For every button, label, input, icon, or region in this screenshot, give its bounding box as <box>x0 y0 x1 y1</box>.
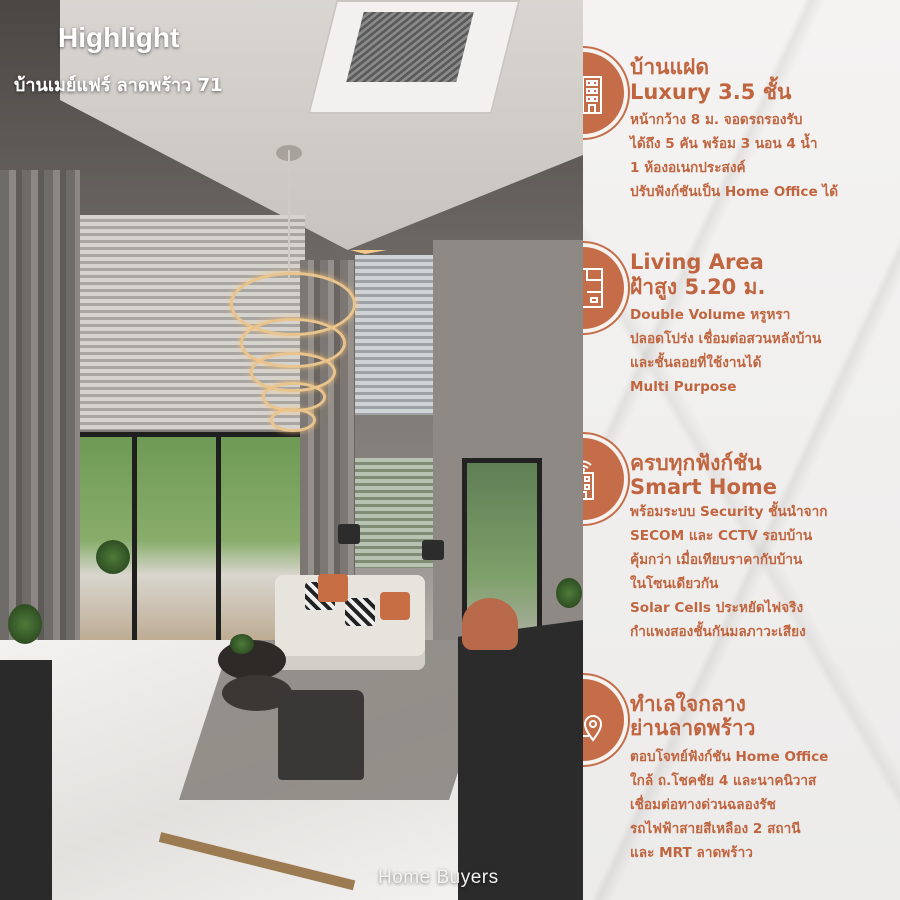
feature-line: SECOM และ CCTV รอบบ้าน <box>630 528 813 544</box>
photo-lamp <box>422 540 444 560</box>
photo-pillow <box>318 574 348 602</box>
photo-window-blinds-right <box>355 255 433 415</box>
townhouse-building-icon <box>583 48 628 138</box>
feature-title: ฝ้าสูง 5.20 ม. <box>630 275 766 299</box>
photo-armchair <box>278 690 364 780</box>
photo-pillow <box>345 598 375 626</box>
feature-title: ย่านลาดพร้าว <box>630 716 756 740</box>
photo-chandelier-ring <box>270 408 316 432</box>
photo-door-frame <box>216 432 221 672</box>
feature-description <box>630 108 838 204</box>
feature-line: หน้ากว้าง 8 ม. จอดรถรองรับ <box>630 112 803 128</box>
feature-description <box>630 303 821 399</box>
feature-title: Luxury 3.5 ชั้น <box>630 80 792 104</box>
feature-line: 1 ห้องอเนกประสงค์ <box>630 160 746 176</box>
brand-logo: Home Buyers <box>378 867 499 888</box>
photo-lamp <box>338 524 360 544</box>
feature-line: Double Volume หรูหรา <box>630 307 791 323</box>
photo-plant <box>8 604 42 644</box>
photo-door-frame <box>132 432 137 672</box>
feature-line: กำแพงสองชั้นกันมลภาวะเสียง <box>630 624 806 640</box>
feature-line: ปรับฟังก์ชันเป็น Home Office ได้ <box>630 184 839 200</box>
photo-plant <box>96 540 130 574</box>
highlight-title: Highlight <box>58 22 180 53</box>
feature-line: ในโซนเดียวกัน <box>630 576 719 592</box>
feature-line: ใกล้ ถ.โชคชัย 4 และนาคนิวาส <box>630 773 817 789</box>
feature-description <box>630 500 827 644</box>
photo-pendant-cable <box>288 150 290 280</box>
feature-panel <box>583 0 900 900</box>
photo-cabinet <box>0 660 52 900</box>
feature-line: รถไฟฟ้าสายสีเหลือง 2 สถานี <box>630 821 801 837</box>
feature-line: และชั้นลอยที่ใช้งานได้ <box>630 355 762 371</box>
photo-plant <box>230 634 254 654</box>
photo-orange-chair <box>462 598 518 650</box>
photo-pillow <box>380 592 410 620</box>
feature-title: Living Area <box>630 250 764 274</box>
feature-title: ครบทุกฟังก์ชัน <box>630 451 762 475</box>
photo-plant <box>556 578 582 608</box>
feature-title: Smart Home <box>630 475 778 499</box>
feature-line: เชื่อมต่อทางด่วนฉลองรัช <box>630 797 776 813</box>
location-map-pin-icon <box>583 675 628 765</box>
floor-plan-icon <box>583 243 628 333</box>
feature-line: ตอบโจทย์ฟังก์ชัน Home Office <box>630 749 829 765</box>
feature-line: Multi Purpose <box>630 379 737 395</box>
feature-line: และ MRT ลาดพร้าว <box>630 845 753 861</box>
feature-title: ทำเลใจกลาง <box>630 692 746 716</box>
feature-line: คุ้มกว่า เมื่อเทียบราคากับบ้าน <box>630 552 803 568</box>
feature-title: บ้านแฝด <box>630 55 709 79</box>
photo-kitchen-counter <box>458 620 583 900</box>
feature-description <box>630 745 828 865</box>
project-name: บ้านเมย์แฟร์ ลาดพร้าว 71 <box>14 75 223 96</box>
feature-line: Solar Cells ประหยัดไฟจริง <box>630 600 804 616</box>
photo-air-conditioner-grille <box>346 12 473 82</box>
feature-line: พร้อมระบบ Security ชั้นนำจาก <box>630 504 828 520</box>
feature-line: ปลอดโปร่ง เชื่อมต่อสวนหลังบ้าน <box>630 331 822 347</box>
feature-line: ได้ถึง 5 คัน พร้อม 3 นอน 4 น้ำ <box>630 136 818 152</box>
smart-building-wifi-icon <box>583 434 628 524</box>
